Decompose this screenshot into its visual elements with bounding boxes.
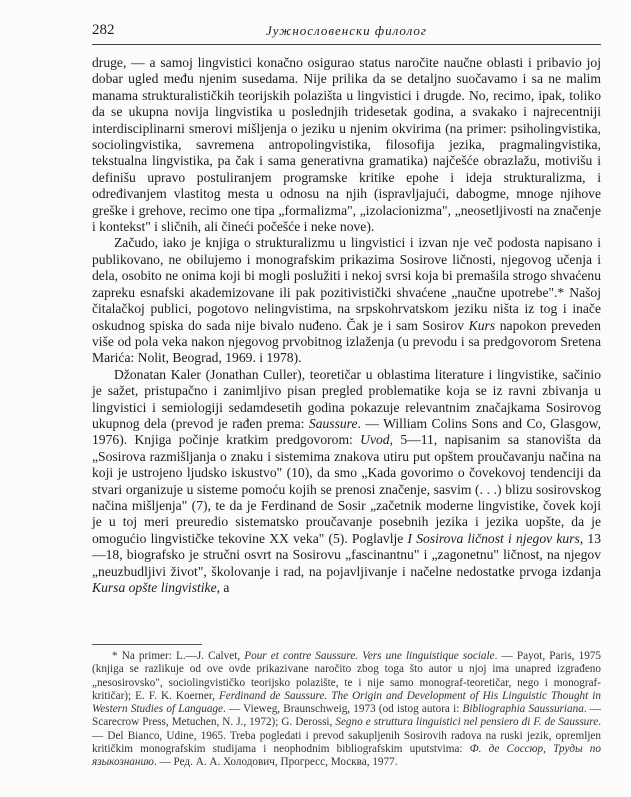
footnote xyxy=(92,650,601,770)
page-number: 282 xyxy=(92,22,115,38)
kursa-title: Kursa opšte lingvistike xyxy=(92,580,217,595)
running-title: Јужнословенски филолог xyxy=(266,23,427,38)
paragraph-3: Džonatan Kaler (Jonathan Culler), teoretičar u oblastima literature i lingvistike, sačinio je sažet, pristupačno i zanimljivo pisan pregled problematike koja se iz ravni zbivanja u lingvistici i semiologiji sedamdesetih godina pokazuje relevantnim značajkama Sosirovog ukupnog dela (prevod je rađen prema: Saussure. — William Colins Sons and Co, Glasgow, 1976). Knjiga počinje kratkim predgovorom: Uvod, 5—11, napisanim sa stanovišta da „Sosirova razmišljanja o znaku i sistemima znakova utiru put opštem proučavanju načina na koji je ustrojeno ljudsko iskustvo" (10), da smo „Kada govorimo o čovekovoj tendenciji da stvari organizuje u sisteme pomoću kojih se prenosi značenje, sasvim (. . .) blizu sosirovskog načina mišljenja" (7), te da je Ferdinand de Sosir „začetnik moderne lingvistike, čovek koji je u toj meri preuredio sistematsko proučavanje posebnih jezika i jezika uopšte, da je omogućio lingvističke tekovine XX veka" (5). Poglavlje I Sosirova ličnost i njegov kurs, 13—18, biografsko je stručni osvrt na Sosirovu „fascinantnu" i „zagonetnu" ličnost, na njegov „neuzbudljivi život", školovanje i rad, na pojavljivanje i načelne nedostatke prvoga izdanja Kursa opšte lingvistike, a xyxy=(92,366,602,595)
footnote-rule xyxy=(92,644,202,645)
kurs-title: Kurs xyxy=(468,317,496,333)
footnote-text: * Na primer: L.—J. Calvet, Pour et contre Saussure. Vers une linguistique sociale. — Payot, Paris, 1975 (knjiga se razlikuje od ove ovde prikazivane naročito zbog toga što autor u njoj ima unapred izgrađeno „nesosirovsko", sociolingvističko teorijsko polazište, te i nije samo monograf-teoretičar, nego i monograf-kritičar); E. F. K. Koerner, Ferdinand de Saussure. The Origin and Development of His Linguistic Thought in Western Studies of Language. — Vieweg, Braunschweig, 1973 (od istog autora i: Bibliographia Saussuriana. — Scarecrow Press, Metuchen, N. J., 1972); G. Derossi, Segno e struttura linguistici nel pensiero di F. de Saussure. — Del Bianco, Udine, 1965. Treba pogledati i prevod sakupljenih Sosirovih radova na ruski jezik, opremljen kritičkim monografskim studijama i neophodnim bibliografskim uputstvima: Ф. де Соссюр, Труды по языкознанию. — Ред. А. А. Холодович, Прогресс, Москва, 1977. xyxy=(92,650,601,769)
paragraph-1: druge, — a samoj lingvistici konačno osigurao status naročite naučne oblasti i pribavio joj dobar ugled među njenim susedama. Nije prilika da se detaljno suočavamo i sa ne malim manama strukturalističkih teorijskih polazišta u lingvistici i drugde. No, recimo, ipak, toliko da se ukupna novija lingvistika u poslednjih tridesetak godina, a svakako i najrecentniji interdisciplinarni smerovi mišljenja o jeziku u njenim okvirima (na primer: psiholingvistika, sociolingvistika, savremena antropolingvistika, filosofija jezika, pragmalingvistika, tekstualna lingvistika, pa čak i sama generativna gramatika) najčešće obrazlažu, motivišu i definišu upravo postuliranjem programske kritike epohe i ideja strukturalizma, i određivanjem vlastitog mesta u odnosu na njih (ispravljajući, dabogme, mnoge njihove greške i grehove, recimo one tipa „formalizma", „izolacionizma", „neosetljivosti na značenje i kontekst" i sličnih, ali čineći počešće i neke nove). xyxy=(92,55,601,235)
paragraph-2: Začudo, iako je knjiga o strukturalizmu u lingvistici i izvan nje več podosta napisano i publikovano, ne obilujemo i monografskim prikazima Sosirove ličnosti, njegovog učenja i dela, osobito ne onima koji bi mogli poslužiti i nekoj svrsi koja bi premašila strogo shvaćenu zapreku esnafski akademizovane ili pak pozitivistički shvaćene „naučne upotrebe".* Našoj čitalačkoj publici, pogotovo nelingvistima, na srpskohrvatskom jeziku ništa iz tog i inače oskudnog spiska do sada nije bivalo nuđeno. Čak je i sam Sosirov Kurs napokon preveden više od pola veka nakon njegovog prvobitnog izlaženja (u prevodu i sa predgovorom Sretena Marića: Nolit, Beograd, 1969. i 1978). xyxy=(92,235,601,366)
uvod-title: Uvod xyxy=(360,432,390,448)
chapter-title: I Sosirova ličnost i njegov kurs xyxy=(407,530,580,546)
saussure-title: Saussure xyxy=(308,415,358,431)
main-text xyxy=(92,55,601,596)
page-header xyxy=(92,22,601,42)
header-rule xyxy=(92,44,601,45)
